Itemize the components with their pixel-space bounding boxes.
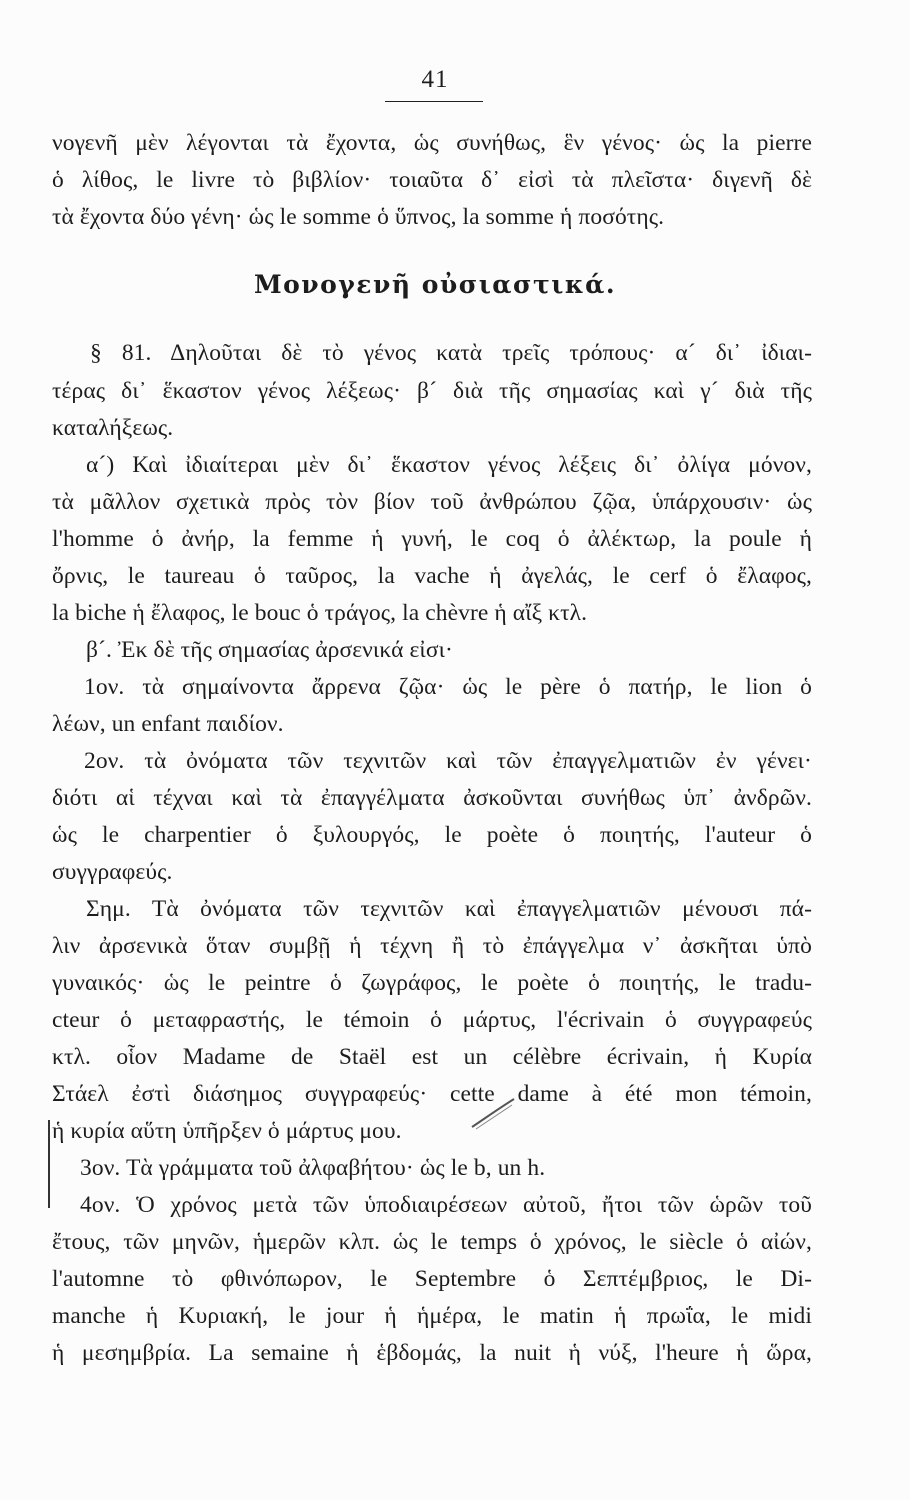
text-line: 3ον. Τὰ γράμματα τοῦ ἀλφαβήτου· ὡς le b, un h.	[80, 1155, 546, 1181]
text-line: 1ον. τὰ σημαίνοντα ἄρρενα ζῷα· ὡς le père ὁ πατήρ, le lion ὁ	[84, 674, 812, 700]
text-line: la biche ἡ ἔλαφος, le bouc ὁ τράγος, la chèvre ἡ αἴξ κτλ.	[52, 600, 588, 626]
text-line: β´. Ἐκ δὲ τῆς σημασίας ἀρσενικά εἰσι·	[86, 637, 453, 663]
text-line: τέρας δι᾽ ἕκαστον γένος λέξεως· β´ διὰ τῆς σημασίας καὶ γ´ διὰ τῆς	[52, 378, 812, 404]
text-line: καταλήξεως.	[52, 415, 174, 441]
text-line: 4ον. Ὁ χρόνος μετὰ τῶν ὑποδιαιρέσεων αὐτοῦ, ἤτοι τῶν ὡρῶν τοῦ	[80, 1192, 812, 1218]
text-line: l'automne τὸ φθινόπωρον, le Septembre ὁ Σεπτέμβριος, le Di-	[52, 1266, 812, 1292]
text-line: l'homme ὁ ἀνήρ, la femme ἡ γυνή, le coq ὁ ἀλέκτωρ, la poule ἡ	[52, 526, 812, 552]
text-line: λιν ἀρσενικὰ ὅταν συμβῇ ἡ τέχνη ἢ τὸ ἐπάγγελμα ν᾽ ἀσκῆται ὑπὸ	[52, 933, 812, 959]
pencil-stroke-mark	[468, 1095, 518, 1131]
text-line: ἔτους, τῶν μηνῶν, ἡμερῶν κλπ. ὡς le temps ὁ χρόνος, le siècle ὁ αἰών,	[52, 1229, 812, 1255]
section-heading: Μονογενῆ οὐσιαστικά.	[253, 270, 617, 299]
text-line: cteur ὁ μεταφραστής, le témoin ὁ μάρτυς, l'écrivain ὁ συγγραφεύς	[52, 1007, 812, 1033]
text-line: ὡς le charpentier ὁ ξυλουργός, le poète ὁ ποιητής, l'auteur ὁ	[52, 822, 812, 848]
text-line: λέων, un enfant παιδίον.	[52, 711, 284, 737]
text-line: Σημ. Τὰ ὀνόματα τῶν τεχνιτῶν καὶ ἐπαγγελματιῶν μένουσι πά-	[86, 896, 812, 922]
text-line: ὄρνις, le taureau ὁ ταῦρος, la vache ἡ ἀγελάς, le cerf ὁ ἔλαφος,	[52, 563, 812, 589]
text-line: διότι αἱ τέχναι καὶ τὰ ἐπαγγέλματα ἀσκοῦνται συνήθως ὑπ᾽ ἀνδρῶν.	[52, 785, 812, 811]
text-line: νογενῆ μὲν λέγονται τὰ ἔχοντα, ὡς συνήθως, ἓν γένος· ὡς la pierre	[52, 130, 812, 156]
text-line: συγγραφεύς.	[52, 859, 173, 885]
text-line: ἡ κυρία αὕτη ὑπῆρξεν ὁ μάρτυς μου.	[52, 1118, 402, 1144]
text-line: Στάελ ἐστὶ διάσημος συγγραφεύς· cette dame à été mon témoin,	[52, 1081, 812, 1107]
text-line: α´) Καὶ ἰδιαίτεραι μὲν δι᾽ ἕκαστον γένος λέξεις δι᾽ ὀλίγα μόνον,	[86, 452, 812, 478]
text-line: κτλ. οἷον Madame de Staël est un célèbre écrivain, ἡ Κυρία	[52, 1044, 812, 1070]
text-line: ἡ μεσημβρία. La semaine ἡ ἑβδομάς, la nuit ἡ νύξ, l'heure ἡ ὥρα,	[52, 1340, 812, 1366]
text-line: 2ον. τὰ ὀνόματα τῶν τεχνιτῶν καὶ τῶν ἐπαγγελματιῶν ἐν γένει·	[84, 748, 812, 774]
text-line: ὁ λίθος, le livre τὸ βιβλίον· τοιαῦτα δ᾽ εἰσὶ τὰ πλεῖστα· διγενῆ δὲ	[52, 167, 812, 193]
page-number-rule	[385, 101, 483, 102]
text-line: § 81. Δηλοῦται δὲ τὸ γένος κατὰ τρεῖς τρόπους· α´ δι᾽ ἰδιαι-	[90, 340, 812, 366]
text-line: τὰ μᾶλλον σχετικὰ πρὸς τὸν βίον τοῦ ἀνθρώπου ζῷα, ὑπάρχουσιν· ὡς	[52, 489, 812, 515]
page-number: 41	[421, 66, 449, 93]
text-line: τὰ ἔχοντα δύο γένη· ὡς le somme ὁ ὕπνος, la somme ἡ ποσότης.	[52, 204, 665, 230]
margin-pencil-mark	[48, 1120, 50, 1208]
text-line: manche ἡ Κυριακή, le jour ἡ ἡμέρα, le matin ἡ πρωΐα, le midi	[52, 1303, 812, 1329]
text-line: γυναικός· ὡς le peintre ὁ ζωγράφος, le poète ὁ ποιητής, le tradu-	[52, 970, 812, 996]
